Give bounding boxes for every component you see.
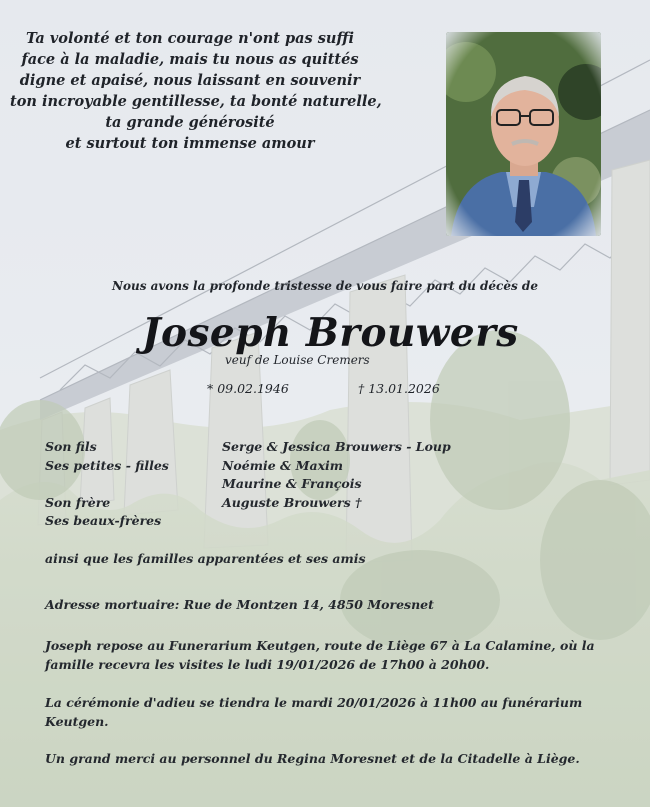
family-member-names: Auguste Brouwers † — [222, 494, 362, 510]
poem-line: et surtout ton immense amour — [65, 135, 315, 152]
death-date: † 13.01.2026 — [358, 381, 440, 396]
visitation-info: Joseph repose au Funerarium Keutgen, route de Liège 67 à La Calamine, où la famille recevra les visites le ludi 19/01/2026 de 17h00 à 20h00. — [45, 638, 595, 672]
relation-label — [45, 475, 169, 494]
address-value: Rue de Montzen 14, 4850 Moresnet — [179, 597, 434, 612]
relatives-line: ainsi que les familles apparentées et ses amis — [45, 551, 366, 566]
poem-line: face à la maladie, mais tu nous as quittés — [21, 51, 359, 68]
family-member-names: Serge & Jessica Brouwers - Loup — [222, 439, 451, 454]
family-member-names — [222, 512, 451, 531]
relation-label: Son frère — [45, 494, 111, 510]
family-names-column — [222, 438, 451, 531]
relation-label: Ses beaux-frères — [45, 513, 162, 528]
ceremony-info: La cérémonie d'adieu se tiendra le mardi 20/01/2026 à 11h00 au funérarium Keutgen. — [45, 695, 583, 729]
relation-label: Son fils — [45, 439, 97, 454]
widow-of-line: veuf de Louise Cremers — [225, 353, 370, 367]
address-label: Adresse mortuaire: — [45, 597, 180, 612]
poem-line: Ta volonté et ton courage n'ont pas suffi — [26, 30, 354, 47]
deceased-name: Joseph Brouwers — [142, 310, 519, 356]
portrait-photo — [446, 32, 601, 236]
poem-line: digne et apaisé, nous laissant en souvenir — [19, 72, 361, 89]
memorial-poem — [10, 28, 382, 154]
announcement-intro: Nous avons la profonde tristesse de vous faire part du décès de — [112, 279, 538, 293]
family-member-names: Maurine & François — [222, 476, 362, 491]
family-relations-column — [45, 438, 169, 531]
family-member-names: Noémie & Maxim — [222, 457, 343, 473]
thanks-note: Un grand merci au personnel du Regina Moresnet et de la Citadelle à Liège. — [45, 751, 580, 766]
poem-line: ta grande générosité — [105, 114, 275, 131]
relation-label: Ses petites - filles — [45, 457, 169, 473]
funeral-address — [45, 596, 605, 615]
poem-line: ton incroyable gentillesse, ta bonté naturelle, — [10, 93, 382, 110]
birth-date: * 09.02.1946 — [207, 381, 289, 396]
